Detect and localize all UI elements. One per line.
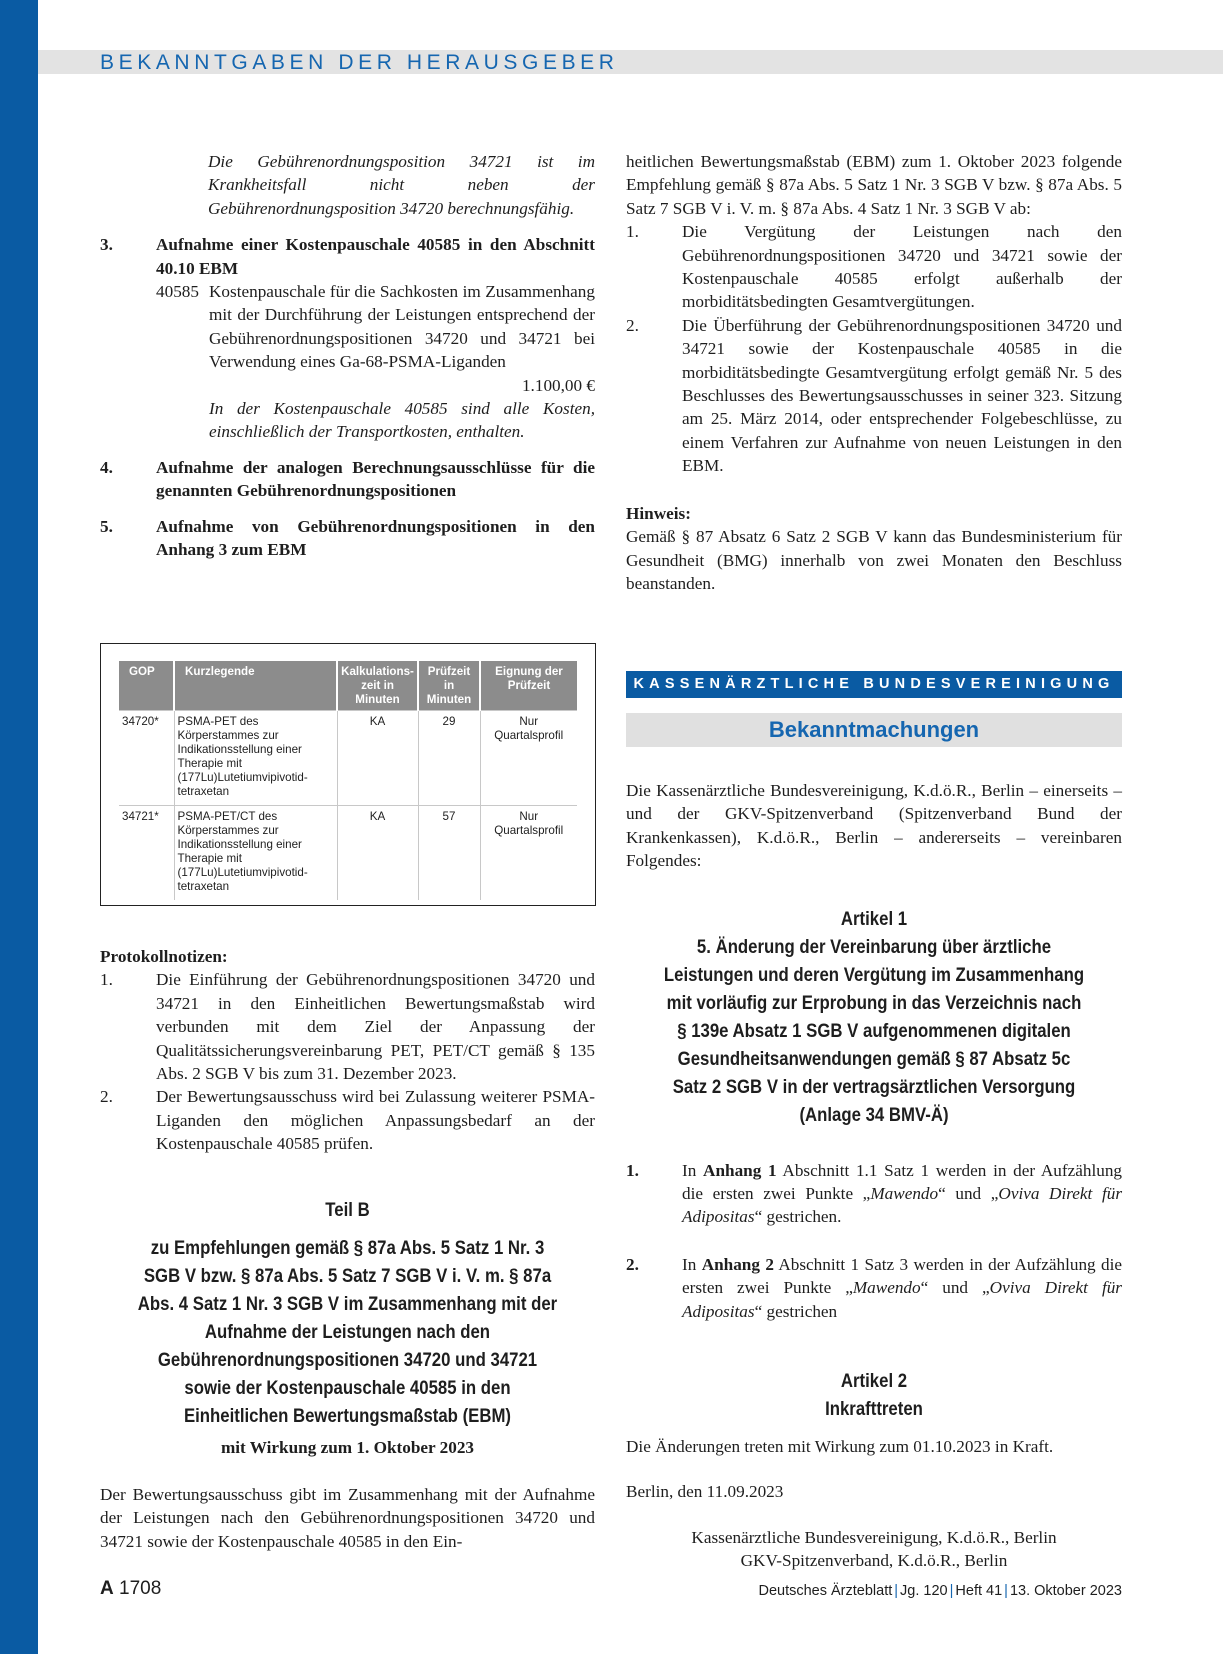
cell-kalkulationszeit: KA: [337, 711, 418, 806]
cell-pruefzeit: 29: [418, 711, 480, 806]
right-column: [626, 150, 1122, 595]
sidebar-accent-bar: [0, 0, 38, 1654]
col-header-kalkulationszeit: Kalkulations- zeit in Minuten: [337, 661, 418, 711]
issue: Heft 41: [955, 1583, 1003, 1599]
page-number: A 1708: [100, 1578, 162, 1599]
issue-date: 13. Oktober 2023: [1009, 1583, 1122, 1599]
teil-b-subtitle: zu Empfehlungen gemäß § 87a Abs. 5 Satz 1 Nr. 3 SGB V bzw. § 87a Abs. 5 Satz 7 SGB V i. V. m. § 87a Abs. 4 Satz 1 Nr. 3 SGB V im Zusammenhang mit der Aufnahme der Leistungen nach den Gebührenordnungspositionen 34720 und 34721 sowie der Kostenpauschale 40585 in den Einheitlichen Bewertungsmaßstab (EBM): [137, 1236, 558, 1427]
section-header: BEKANNTGABEN DER HERAUSGEBER: [100, 51, 619, 74]
intro-italic-note: Die Gebührenordnungsposition 34721 ist im Krankheitsfall nicht neben der Gebührenordnungsposition 34720 berechnungsfähig.: [208, 152, 595, 218]
item-5: [100, 515, 595, 562]
cell-kurzlegende: PSMA-PET/CT des Körperstammes zur Indikationsstellung einer Therapie mit (177Lu)Lutetiumvipivotid-tetraxetan: [174, 806, 337, 901]
item-3: [100, 233, 595, 280]
table-row: [119, 711, 577, 806]
signatory-kbv: Kassenärztliche Bundesvereinigung, K.d.ö.R., Berlin: [691, 1527, 1057, 1547]
code-40585: 40585: [156, 282, 199, 302]
item-number: 1.: [626, 222, 639, 242]
protokoll-title: Protokollnotizen:: [100, 947, 228, 966]
item-text: Der Bewertungsausschuss wird bei Zulassung weiterer PSMA-Liganden den möglichen Anpassungsbedarf an der Kostenpauschale 40585 prüfen.: [156, 1087, 595, 1154]
teil-b-body: Der Bewertungsausschuss gibt im Zusammenhang mit der Aufnahme der Leistungen nach den Gebührenordnungspositionen 34720 und 34721 sowie der Kostenpauschale 40585 in den Ein-: [100, 1485, 595, 1551]
cell-pruefzeit: 57: [418, 806, 480, 901]
cell-eignung: Nur Quartalsprofil: [480, 806, 577, 901]
hinweis-text: Gemäß § 87 Absatz 6 Satz 2 SGB V kann das Bundesministerium für Gesundheit (BMG) innerhalb von zwei Monaten den Beschluss beanstanden.: [626, 527, 1122, 593]
left-lower: [100, 945, 595, 1553]
item-text: In Anhang 2 Abschnitt 1 Satz 3 werden in der Aufzählung die ersten zwei Punkte „Mawendo“ und „Oviva Direkt für Adipositas“ gestrichen: [682, 1254, 1123, 1321]
item-number: 1.: [100, 970, 113, 990]
kbv-section-bar: KASSENÄRZTLICHE BUNDESVEREINIGUNG: [626, 671, 1122, 698]
signatory-gkv: GKV-Spitzenverband, K.d.ö.R., Berlin: [740, 1551, 1008, 1571]
cell-eignung: Nur Quartalsprofil: [480, 711, 577, 806]
item-number: 1.: [626, 1160, 639, 1180]
item-number: 2.: [626, 315, 639, 335]
right-lower: [626, 779, 1122, 1573]
col-header-pruefzeit: Prüfzeit in Minuten: [418, 661, 480, 711]
table-header-row: [119, 661, 577, 711]
item-text: Die Überführung der Gebührenordnungspositionen 34720 und 34721 sowie der Kostenpauschale 40585 in die morbiditätsbedingte Gesamtvergütung erfolgt gemäß Nr. 5 des Beschlusses des Bewertungsausschusses in seiner 323. Sitzung am 25. März 2014, oder entsprechender Folgebeschlüsse, zu einem Verfahren zur Aufnahme von neuen Leistungen in den EBM.: [682, 315, 1122, 476]
item-text: In Anhang 1 Abschnitt 1.1 Satz 1 werden in der Aufzählung die ersten zwei Punkte „Mawendo“ und „Oviva Direkt für Adipositas“ gestrichen.: [682, 1160, 1123, 1227]
item-text: Die Einführung der Gebührenordnungspositionen 34720 und 34721 in den Einheitlichen Bewertungsmaßstab wird verbunden mit dem Ziel der Anpassung der Qualitätssicherungsvereinbarung PET, PET/CT gemäß § 135 Abs. 2 SGB V bis zum 31. Dezember 2023.: [156, 970, 595, 1084]
cell-gop: 34720*: [119, 711, 174, 806]
teil-b-effective: mit Wirkung zum 1. Oktober 2023: [220, 1437, 475, 1457]
item-text: Die Vergütung der Leistungen nach den Gebührenordnungspositionen 34720 und 34721 sowie der Kostenpauschale 40585 erfolgt außerhalb der morbiditätsbedingten Gesamtvergütungen.: [682, 222, 1122, 312]
artikel-1-item-1: [626, 1159, 1122, 1229]
item-number: 4.: [100, 457, 113, 477]
teil-b-title: Teil B: [325, 1198, 370, 1221]
right-item-1: [626, 220, 1122, 314]
item-4: [100, 456, 595, 503]
cell-kalkulationszeit: KA: [337, 806, 418, 901]
gop-table: [119, 661, 577, 900]
journal-citation: Deutsches Ärzteblatt | Jg. 120 | Heft 41 | 13. Oktober 2023: [758, 1583, 1122, 1599]
cell-kurzlegende: PSMA-PET des Körperstammes zur Indikationsstellung einer Therapie mit (177Lu)Lutetiumvipivotid-tetraxetan: [174, 711, 337, 806]
protokoll-item-2: [100, 1085, 595, 1155]
item-number: 2.: [100, 1087, 113, 1107]
cell-gop: 34721*: [119, 806, 174, 901]
item-number: 2.: [626, 1254, 639, 1274]
artikel-1-item-2: [626, 1253, 1122, 1323]
date-line: Berlin, den 11.09.2023: [626, 1482, 784, 1502]
inkraft-text: Die Änderungen treten mit Wirkung zum 01.10.2023 in Kraft.: [626, 1437, 1054, 1457]
artikel-1-heading: 5. Änderung der Vereinbarung über ärztliche Leistungen und deren Vergütung im Zusammenhang mit vorläufig zur Erprobung in das Verzeichnis nach § 139e Absatz 1 SGB V aufgenommenen digitalen Gesundheitsanwendungen gemäß § 87 Absatz 5c Satz 2 SGB V in der vertragsärztlichen Versorgung (Anlage 34 BMV-Ä): [663, 935, 1085, 1126]
item-title: Aufnahme der analogen Berechnungsausschlüsse für die genannten Gebührenordnungspositionen: [156, 457, 595, 501]
item-title: Aufnahme einer Kostenpauschale 40585 in den Abschnitt 40.10 EBM: [156, 235, 595, 278]
right-item-2: [626, 314, 1122, 478]
artikel-2-heading: Inkrafttreten: [825, 1398, 923, 1421]
left-column: [100, 150, 595, 562]
item-number: 3.: [100, 235, 113, 255]
col-header-gop: GOP: [119, 661, 174, 711]
entry-note: In der Kostenpauschale 40585 sind alle Kosten, einschließlich der Transportkosten, enthalten.: [209, 399, 595, 442]
kbv-intro: Die Kassenärztliche Bundesvereinigung, K.d.ö.R., Berlin – einerseits – und der GKV-Spitzenverband (Spitzenverband Bund der Krankenkassen), K.d.ö.R., Berlin – andererseits – vereinbaren Folgendes:: [626, 781, 1122, 871]
col-header-kurzlegende: Kurzlegende: [174, 661, 337, 711]
protokoll-item-1: [100, 968, 595, 1085]
artikel-1-title: Artikel 1: [840, 907, 908, 930]
col-header-eignung: Eignung der Prüfzeit: [480, 661, 577, 711]
item-title: Aufnahme von Gebührenordnungspositionen in den Anhang 3 zum EBM: [156, 516, 595, 560]
artikel-2-title: Artikel 2: [840, 1370, 908, 1393]
entry-description: Kostenpauschale für die Sachkosten im Zusammenhang mit der Durchführung der Leistungen entsprechend der Gebührenordnungspositionen 34720 und 34721 bei Verwendung eines Ga-68-PSMA-Liganden: [209, 282, 595, 372]
journal-name: Deutsches Ärzteblatt: [758, 1583, 893, 1599]
bekanntmachungen-heading: Bekanntmachungen: [626, 713, 1122, 747]
gop-table-box: [100, 643, 596, 906]
item-number: 5.: [100, 516, 113, 536]
volume: Jg. 120: [900, 1583, 948, 1599]
entry-price: 1.100,00 €: [521, 375, 595, 395]
hinweis-title: Hinweis:: [626, 503, 691, 523]
continuation-text: heitlichen Bewertungsmaßstab (EBM) zum 1. Oktober 2023 folgende Empfehlung gemäß § 87a Abs. 5 Satz 1 Nr. 3 SGB V bzw. § 87a Abs. 5 Satz 7 SGB V i. V. m. § 87a Abs. 4 Satz 1 Nr. 3 SGB V ab:: [626, 152, 1122, 218]
kostenpauschale-entry: [156, 280, 595, 444]
table-row: [119, 806, 577, 901]
